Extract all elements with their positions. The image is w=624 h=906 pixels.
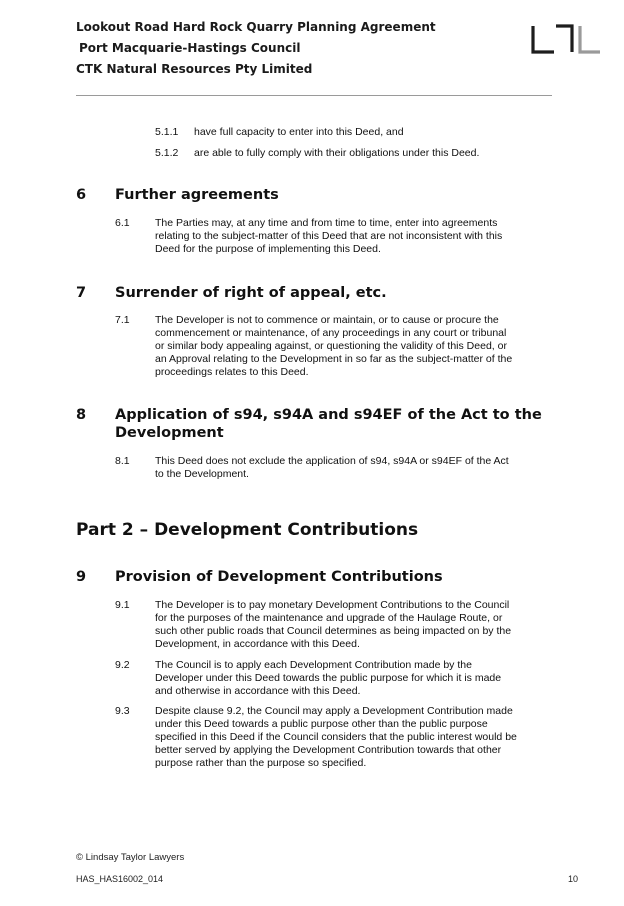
clause-text: The Council is to apply each Development Contribution made by the Developer under this Deed towards the public purpose for which it is made and otherwise in accordance with this Deed. [155, 659, 502, 698]
section-number: 6 [76, 187, 87, 203]
clause-text: are able to fully comply with their obligations under this Deed. [194, 147, 480, 159]
footer-docref: HAS_HAS16002_014 [76, 874, 164, 884]
clause-text: This Deed does not exclude the application of s94, s94A or s94EF of the Act to the Development. [155, 455, 509, 481]
header-divider [76, 95, 552, 96]
part-heading: Part 2 – Development Contributions [76, 520, 419, 540]
header-title: Lookout Road Hard Rock Quarry Planning Agreement [76, 20, 436, 34]
section-title: Application of s94, s94A and s94EF of the Act to the Development [115, 407, 542, 441]
clause-number: 9.3 [115, 705, 130, 717]
header-council: Port Macquarie-Hastings Council [79, 41, 301, 55]
clause-text: The Parties may, at any time and from time to time, enter into agreements relating to the subject-matter of this Deed that are not inconsistent with this Deed for the purpose of implementing this Deed. [155, 217, 503, 256]
clause-text: The Developer is not to commence or maintain, or to cause or procure the commencement or maintenance, of any proceedings in any court or tribunal or similar body appealing against, or questioning the validity of this Deed, or an Approval relating to the Development in so far as the subject-matter of the proceedings relates to this Deed. [155, 314, 513, 379]
section-title: Further agreements [115, 187, 279, 203]
clause-number: 5.1.1 [155, 126, 179, 138]
section-number: 7 [76, 285, 87, 301]
clause-number: 6.1 [115, 217, 130, 229]
clause-number: 9.1 [115, 599, 130, 611]
section-number: 8 [76, 407, 87, 423]
clause-number: 9.2 [115, 659, 130, 671]
clause-text: The Developer is to pay monetary Development Contributions to the Council for the purposes of the maintenance and upgrade of the Haulage Route, or such other public roads that Council determines as being impacted on by the Development, in accordance with this Deed. [155, 599, 512, 651]
ltl-monogram-logo [530, 22, 602, 56]
clause-text: have full capacity to enter into this Deed, and [194, 126, 404, 138]
section-title: Surrender of right of appeal, etc. [115, 285, 387, 301]
clause-text: Despite clause 9.2, the Council may apply a Development Contribution made under this Deed towards a public purpose other than the public purpose specified in this Deed if the Council considers that the public interest would be better served by applying the Development Contribution towards that other purpose rather than the purpose so specified. [155, 705, 517, 770]
page-number: 10 [568, 874, 579, 884]
footer-copyright: © Lindsay Taylor Lawyers [76, 852, 185, 863]
clause-number: 5.1.2 [155, 147, 179, 159]
clause-number: 8.1 [115, 455, 130, 467]
header-company: CTK Natural Resources Pty Limited [76, 62, 313, 76]
section-number: 9 [76, 569, 87, 585]
section-title: Provision of Development Contributions [115, 569, 443, 585]
clause-number: 7.1 [115, 314, 130, 326]
